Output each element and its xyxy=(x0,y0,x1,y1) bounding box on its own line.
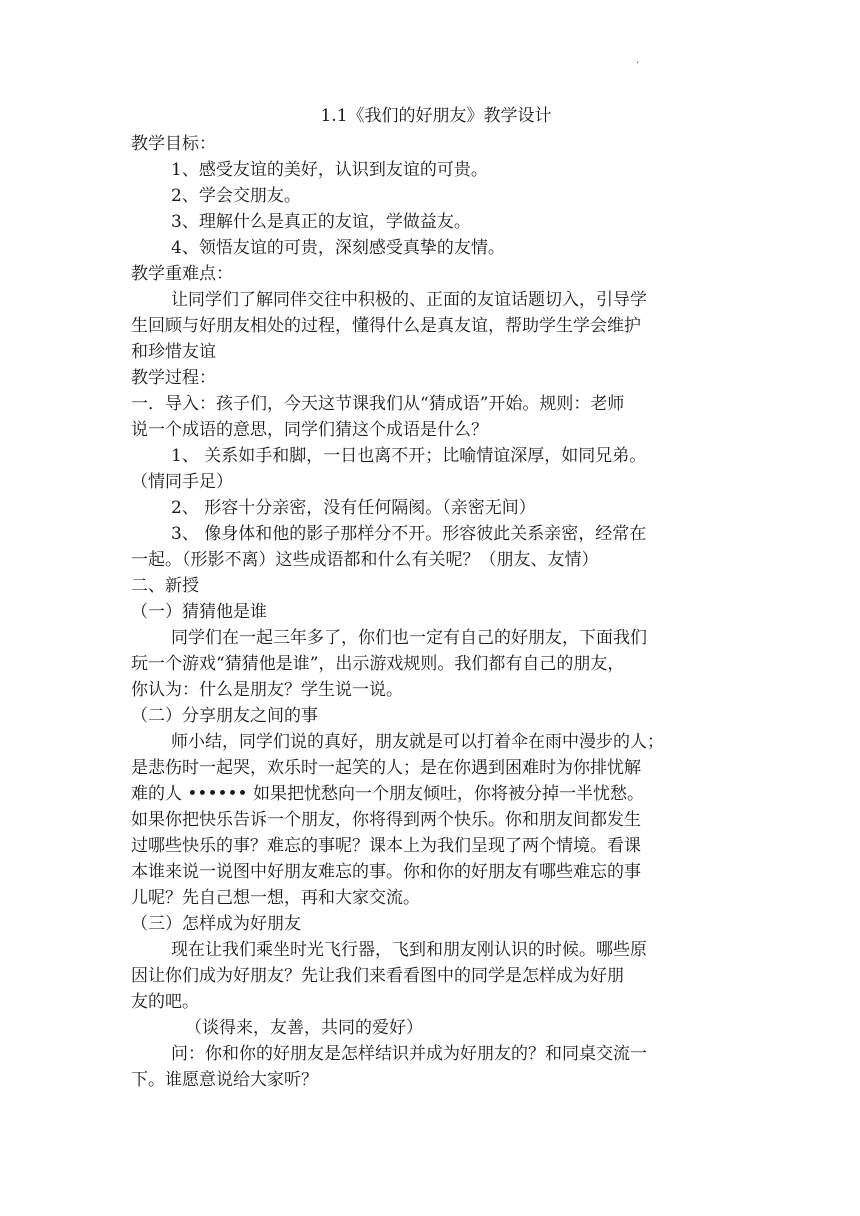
key-points-heading: 教学重难点： xyxy=(131,264,233,284)
new-lesson-heading: 二、新授 xyxy=(131,576,199,596)
document-title: 1.1《我们的好朋友》教学设计 xyxy=(320,106,552,126)
corner-mark: · xyxy=(636,58,640,69)
intro-line: 一．导入：孩子们，今天这节课我们从“猜成语”开始。规则：老师 xyxy=(131,394,625,414)
section-text-line: 儿呢？先自己想一想，再和大家交流。 xyxy=(131,888,420,908)
section-text-line: 玩一个游戏“猜猜他是谁”，出示游戏规则。我们都有自己的朋友， xyxy=(131,654,625,674)
objective-item: 3、理解什么是真正的友谊，学做益友。 xyxy=(171,212,471,232)
key-points-text-line: 生回顾与好朋友相处的过程，懂得什么是真友谊，帮助学生学会维护 xyxy=(131,316,641,336)
section-text-line: 如果你把快乐告诉一个朋友，你将得到两个快乐。你和朋友间都发生 xyxy=(131,810,641,830)
answer-line: （谈得来，友善，共同的爱好） xyxy=(185,1018,423,1038)
key-points-text-line: 让同学们了解同伴交往中积极的、正面的友谊话题切入，引导学 xyxy=(171,290,647,310)
section-text-line: 师小结，同学们说的真好，朋友就是可以打着伞在雨中漫步的人； xyxy=(171,732,664,752)
objective-item: 2、学会交朋友。 xyxy=(171,186,301,206)
idiom-item-continuation: 一起。（形影不离）这些成语都和什么有关呢？（朋友、友情） xyxy=(131,550,599,570)
objectives-heading: 教学目标： xyxy=(131,134,216,154)
section-text-line: 本谁来说一说图中好朋友难忘的事。你和你的好朋友有哪些难忘的事 xyxy=(131,862,641,882)
question-line: 问：你和你的好朋友是怎样结识并成为好朋友的？和同桌交流一 xyxy=(171,1044,647,1064)
idiom-item-continuation: （情同手足） xyxy=(131,472,233,492)
section-text-line: 友的吧。 xyxy=(131,992,199,1012)
process-heading: 教学过程： xyxy=(131,368,216,388)
section-heading: （三）怎样成为好朋友 xyxy=(131,914,301,934)
idiom-item: 3、 像身体和他的影子那样分不开。形容彼此关系亲密，经常在 xyxy=(171,524,647,544)
key-points-text-line: 和珍惜友谊 xyxy=(131,342,216,362)
section-heading: （二）分享朋友之间的事 xyxy=(131,706,318,726)
section-text-line: 同学们在一起三年多了，你们也一定有自己的好朋友，下面我们 xyxy=(171,628,647,648)
objective-item: 4、领悟友谊的可贵，深刻感受真挚的友情。 xyxy=(171,238,505,258)
section-text-line: 难的人 •••••• 如果把忧愁向一个朋友倾吐，你将被分掉一半忧愁。 xyxy=(131,784,644,804)
section-text-line: 因让你们成为好朋友？先让我们来看看图中的同学是怎样成为好朋 xyxy=(131,966,624,986)
document-page xyxy=(131,102,731,1093)
intro-line: 说一个成语的意思，同学们猜这个成语是什么？ xyxy=(131,420,488,440)
question-line: 下。谁愿意说给大家听？ xyxy=(131,1070,318,1090)
section-text-line: 是悲伤时一起哭，欢乐时一起笑的人；是在你遇到困难时为你排忧解 xyxy=(131,758,641,778)
idiom-item: 1、 关系如手和脚，一日也离不开；比喻情谊深厚，如同兄弟。 xyxy=(171,446,647,466)
objective-item: 1、感受友谊的美好，认识到友谊的可贵。 xyxy=(171,160,488,180)
idiom-item: 2、 形容十分亲密，没有任何隔阂。（亲密无间） xyxy=(171,498,536,518)
section-text-line: 你认为：什么是朋友？学生说一说。 xyxy=(131,680,403,700)
section-text-line: 过哪些快乐的事？难忘的事呢？课本上为我们呈现了两个情境。看课 xyxy=(131,836,641,856)
section-text-line: 现在让我们乘坐时光飞行器，飞到和朋友刚认识的时候。哪些原 xyxy=(171,940,647,960)
section-heading: （一）猜猜他是谁 xyxy=(131,602,267,622)
